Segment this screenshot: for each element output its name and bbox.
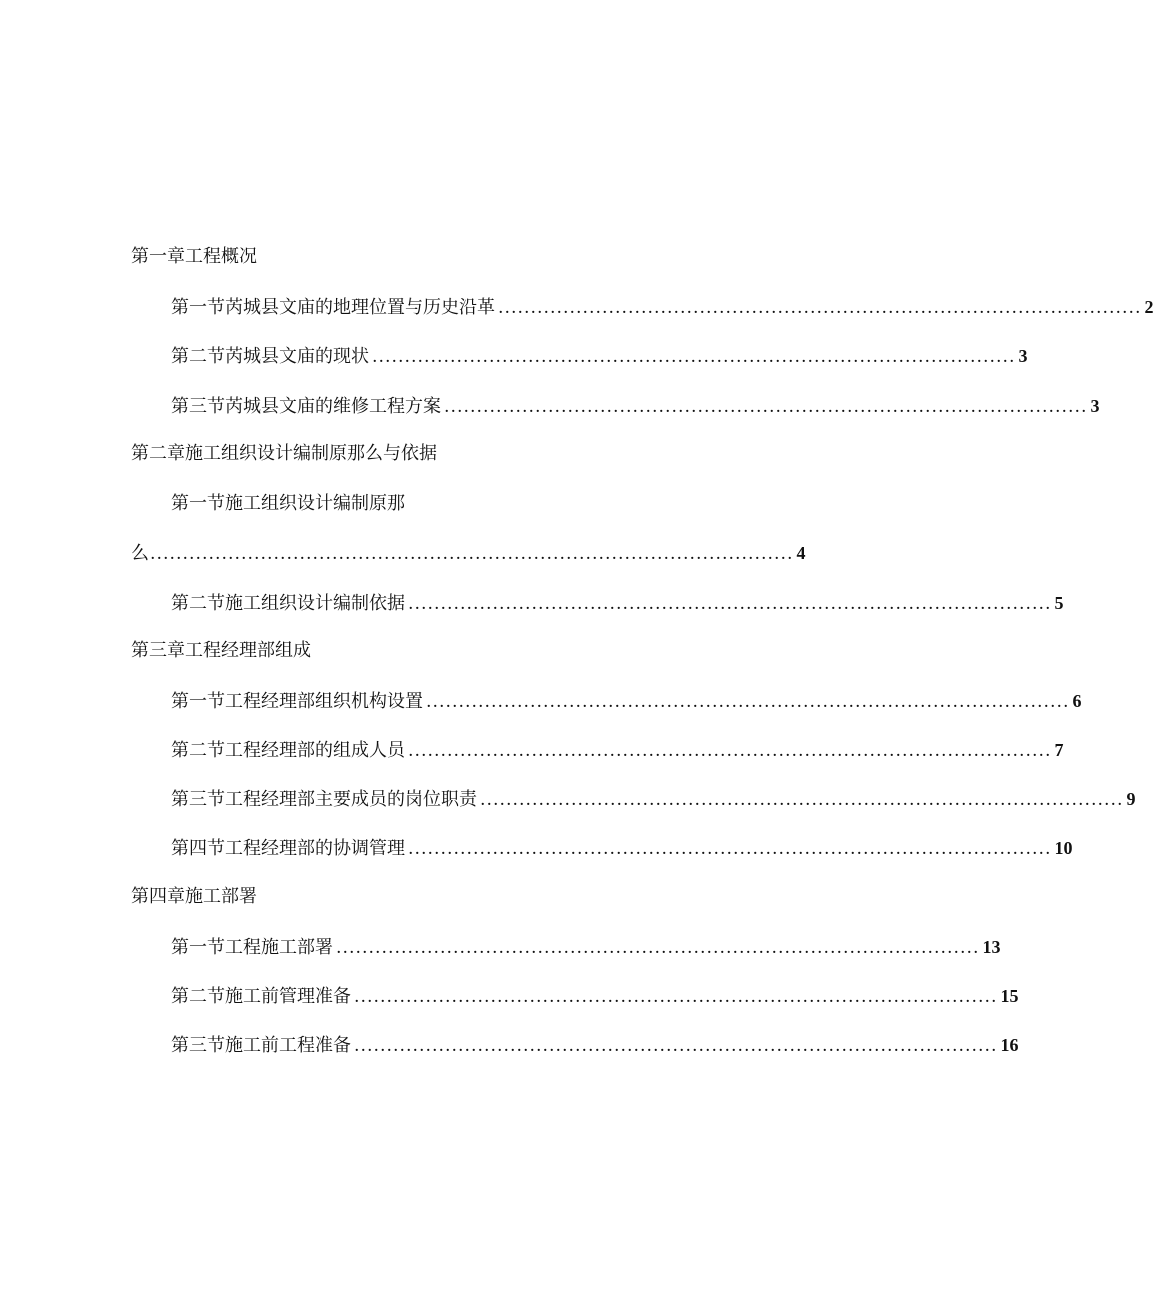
chapter-4-heading: 第四章施工部署 (131, 886, 257, 907)
section-number: 第三节 (171, 789, 225, 810)
section-number: 第一节 (171, 937, 225, 958)
dot-leader: ................................................................................................... (373, 351, 1017, 366)
section-title: 施工组织设计编制依据 (225, 593, 405, 614)
section-title: 工程经理部的协调管理 (225, 838, 405, 859)
section-number: 第二节 (171, 346, 225, 367)
chapter-1-heading: 第一章工程概况 (131, 246, 257, 267)
toc-entry[interactable] (171, 935, 1001, 959)
section-number: 第三节 (171, 396, 225, 417)
section-number: 第一节 (171, 297, 225, 318)
dot-leader: ................................................................................................... (445, 401, 1089, 416)
section-number: 第一节 (171, 493, 225, 514)
dot-leader: ................................................................................................... (355, 991, 999, 1006)
section-number: 第二节 (171, 986, 225, 1007)
page-number: 5 (1054, 593, 1064, 613)
section-number: 第二节 (171, 593, 225, 614)
page-number: 16 (1000, 1035, 1019, 1055)
page-number: 3 (1018, 346, 1028, 366)
section-title: 施工组织设计编制原那 (225, 493, 405, 514)
page-number: 4 (796, 543, 806, 563)
toc-entry[interactable] (171, 591, 1064, 615)
toc-entry[interactable] (171, 1033, 1019, 1057)
dot-leader: ................................................................................................... (409, 598, 1053, 613)
page-number: 2 (1144, 297, 1154, 317)
toc-entry-wrapped[interactable] (171, 492, 405, 516)
toc-entry[interactable] (171, 344, 1028, 368)
page-number: 13 (982, 937, 1001, 957)
toc-entry[interactable] (171, 394, 1100, 418)
toc-entry[interactable] (171, 787, 1136, 811)
section-title: 芮城县文庙的现状 (225, 346, 369, 367)
page-number: 6 (1072, 691, 1082, 711)
toc-entry[interactable] (171, 738, 1064, 762)
chapter-2-heading: 第二章施工组织设计编制原那么与依据 (131, 443, 437, 464)
section-title: 芮城县文庙的维修工程方案 (225, 396, 441, 417)
section-title: 施工前管理准备 (225, 986, 351, 1007)
section-number: 第二节 (171, 740, 225, 761)
page-number: 3 (1090, 396, 1100, 416)
section-number: 第三节 (171, 1035, 225, 1056)
section-title-continuation: 么 (131, 543, 149, 564)
section-title: 芮城县文庙的地理位置与历史沿革 (225, 297, 495, 318)
dot-leader: ................................................................................................... (355, 1040, 999, 1055)
dot-leader: ................................................................................................... (151, 548, 795, 563)
page-number: 10 (1054, 838, 1073, 858)
toc-entry[interactable] (171, 836, 1073, 860)
section-title: 工程经理部的组成人员 (225, 740, 405, 761)
dot-leader: ................................................................................................... (409, 745, 1053, 760)
page-number: 9 (1126, 789, 1136, 809)
toc-entry[interactable] (171, 984, 1019, 1008)
section-number: 第一节 (171, 691, 225, 712)
toc-entry[interactable] (171, 689, 1082, 713)
section-title: 施工前工程准备 (225, 1035, 351, 1056)
dot-leader: ................................................................................................... (499, 302, 1143, 317)
dot-leader: ................................................................................................... (427, 696, 1071, 711)
section-title: 工程经理部组织机构设置 (225, 691, 423, 712)
page-number: 15 (1000, 986, 1019, 1006)
toc-entry-wrapped-continuation[interactable] (131, 541, 806, 565)
dot-leader: ................................................................................................... (481, 794, 1125, 809)
chapter-3-heading: 第三章工程经理部组成 (131, 640, 311, 661)
section-number: 第四节 (171, 838, 225, 859)
dot-leader: ................................................................................................... (337, 942, 981, 957)
section-title: 工程经理部主要成员的岗位职责 (225, 789, 477, 810)
page-number: 7 (1054, 740, 1064, 760)
section-title: 工程施工部署 (225, 937, 333, 958)
toc-entry[interactable] (171, 295, 1154, 319)
dot-leader: ................................................................................................... (409, 843, 1053, 858)
